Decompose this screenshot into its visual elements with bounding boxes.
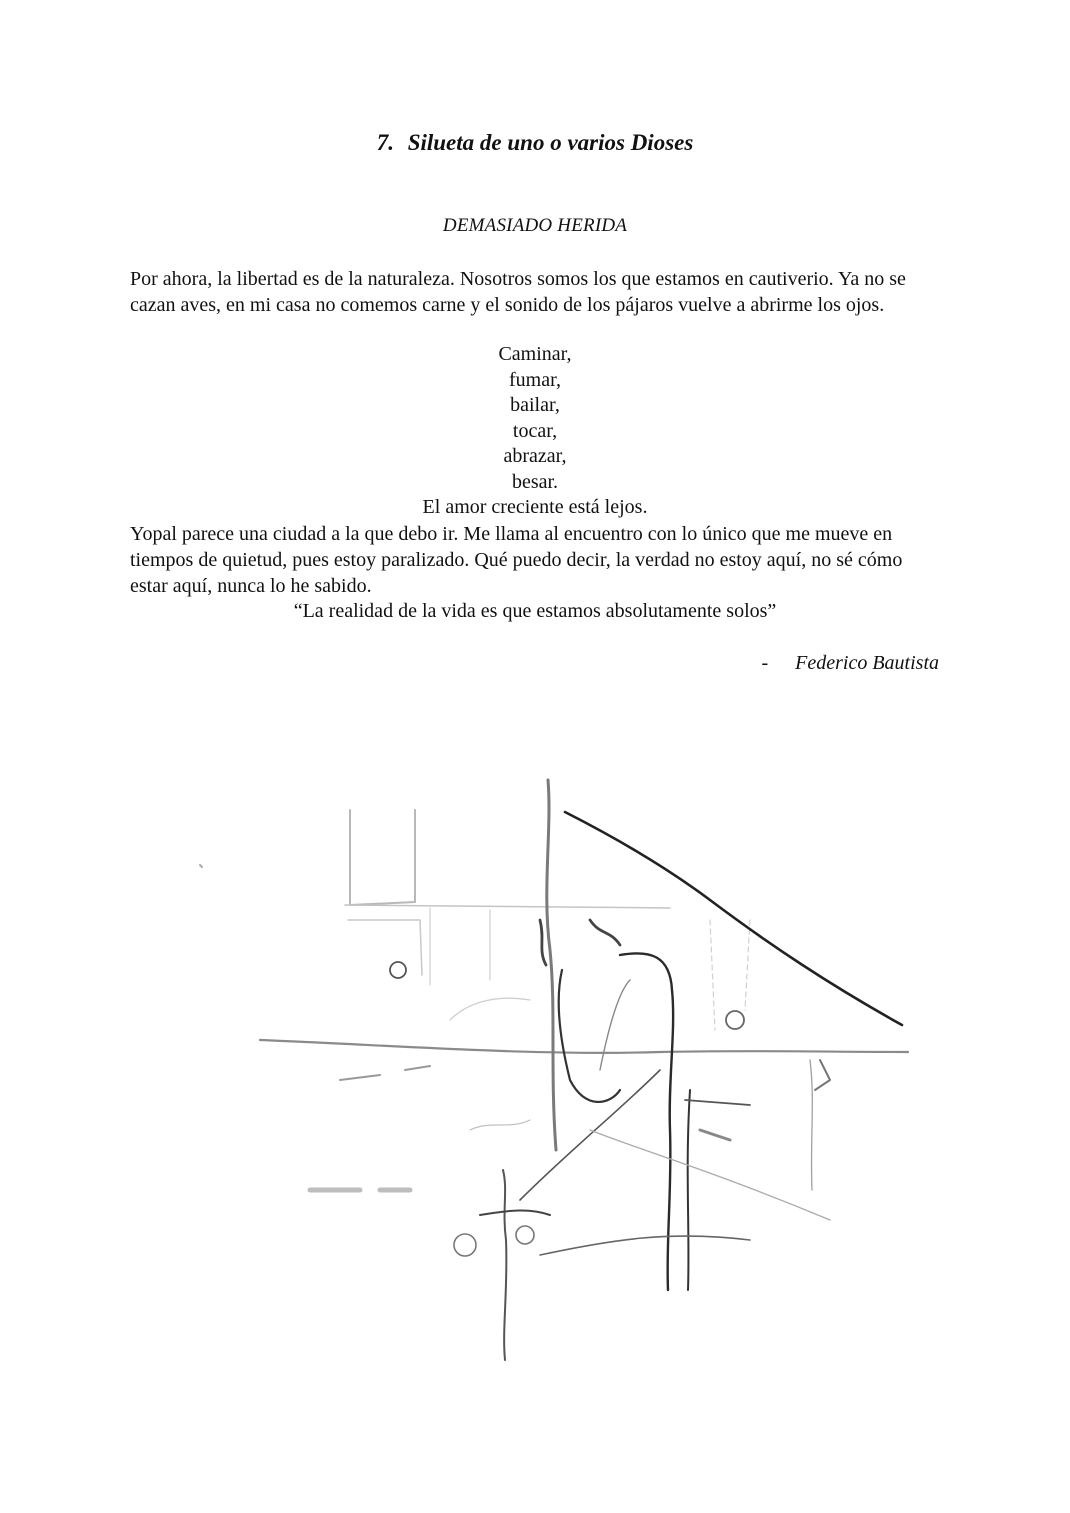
paragraph-1: Por ahora, la libertad es de la naturaleza. Nosotros somos los que estamos en cautiverio. Ya no se cazan aves, en mi casa no comemos carne y el sonido de los pájaros vuelve a abrirme los ojos. <box>130 268 906 316</box>
verse-line: Caminar, <box>498 343 572 365</box>
chapter-title <box>0 130 1070 156</box>
sketch-illustration <box>190 770 920 1410</box>
verse-line: El amor creciente está lejos. <box>422 496 648 518</box>
verse-line: fumar, <box>509 368 561 391</box>
chapter-title-text: Silueta de uno o varios Dioses <box>407 130 694 155</box>
verse-line: tocar, <box>512 419 558 442</box>
verse-line: besar. <box>511 470 559 493</box>
author-name: Federico Bautista <box>795 652 939 674</box>
verse-line: abrazar, <box>503 445 567 467</box>
chapter-number: 7. <box>376 130 394 155</box>
quote: “La realidad de la vida es que estamos absolutamente solos” <box>293 600 777 622</box>
signature <box>761 650 939 676</box>
verse-line: bailar, <box>510 394 560 416</box>
poem-title: DEMASIADO HERIDA <box>442 215 628 236</box>
centered-verses <box>0 342 1070 521</box>
paragraph-2: Yopal parece una ciudad a la que debo ir. Me llama al encuentro con lo único que me mueve en tiempos de quietud, pues estoy paralizado. Qué puedo decir, la verdad no estoy aquí, no sé cómo estar aquí, nunca lo he sabido. <box>130 523 903 597</box>
signature-dash: - <box>761 652 769 674</box>
